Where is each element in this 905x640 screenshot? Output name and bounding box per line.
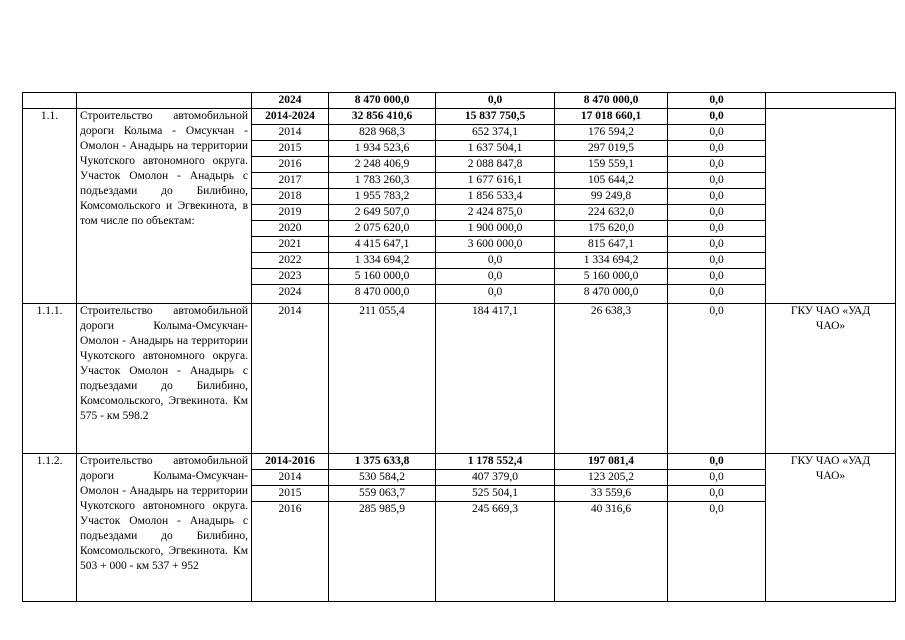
year-column (252, 304, 329, 454)
year-value: 2017 (252, 173, 328, 189)
federal-value: 1 856 533,4 (436, 189, 554, 205)
total-value: 530 584,2 (329, 470, 435, 486)
regional-value: 159 559,1 (555, 157, 667, 173)
federal-value: 1 178 552,4 (436, 454, 554, 470)
total-value: 1 375 633,8 (329, 454, 435, 470)
federal-value: 407 379,0 (436, 470, 554, 486)
executor-cell: ГКУ ЧАО «УАД ЧАО» (766, 454, 896, 602)
year-value: 2014 (252, 125, 328, 141)
local-value: 0,0 (668, 221, 765, 237)
item-code: 1.1.2. (23, 454, 77, 602)
regional-value: 40 316,6 (590, 503, 632, 515)
federal-column (436, 454, 555, 602)
total-value: 1 955 783,2 (329, 189, 435, 205)
total-value: 8 470 000,0 (354, 286, 410, 298)
year-value: 2014 (252, 470, 328, 486)
regional-value: 224 632,0 (555, 205, 667, 221)
name-cell (77, 93, 252, 109)
items-body (23, 109, 896, 602)
total-value: 2 649 507,0 (329, 205, 435, 221)
local-value: 0,0 (709, 503, 724, 515)
year-value: 2014 (278, 305, 302, 317)
federal-value: 245 669,3 (472, 503, 518, 515)
local-value: 0,0 (668, 173, 765, 189)
local-value: 0,0 (668, 470, 765, 486)
federal-value: 15 837 750,5 (436, 109, 554, 125)
local-column (668, 454, 766, 602)
year-column (252, 109, 329, 304)
year-value: 2024 (278, 286, 302, 298)
year-value: 2018 (252, 189, 328, 205)
regional-column (555, 109, 668, 304)
local-value: 0,0 (668, 486, 765, 502)
item-code: 1.1. (23, 109, 77, 304)
regional-value: 815 647,1 (555, 237, 667, 253)
year-value: 2016 (252, 157, 328, 173)
item-name: Строительство автомобильной дороги Колыма-Омсукчан-Омолон - Анадырь на территории Чукотского автономного округа. Участок Омолон - Анадырь с подъездами до Билибино, Комсомольского, Эгвекинота. Км 575 - км 598.2 (77, 304, 252, 454)
year-value: 2015 (252, 486, 328, 502)
table-row (23, 93, 896, 109)
total-value: 32 856 410,6 (329, 109, 435, 125)
total-value: 211 055,4 (359, 305, 405, 317)
local-value: 0,0 (668, 253, 765, 269)
year-value: 2016 (278, 503, 302, 515)
executor-cell (766, 109, 896, 304)
executor-cell: ГКУ ЧАО «УАД ЧАО» (766, 304, 896, 454)
year-value: 2021 (252, 237, 328, 253)
total-value: 285 985,9 (359, 503, 405, 515)
regional-column (555, 454, 668, 602)
item-code: 1.1.1. (23, 304, 77, 454)
total-value: 2 248 406,9 (329, 157, 435, 173)
local-value: 0,0 (668, 237, 765, 253)
total-value: 5 160 000,0 (329, 269, 435, 285)
local-column (668, 304, 766, 454)
regional-value: 33 559,6 (555, 486, 667, 502)
total-value: 4 415 647,1 (329, 237, 435, 253)
year-cell: 2024 (252, 93, 329, 109)
local-column (668, 109, 766, 304)
local-value: 0,0 (668, 109, 765, 125)
total-column (329, 109, 436, 304)
federal-value: 2 424 875,0 (436, 205, 554, 221)
regional-value: 99 249,8 (555, 189, 667, 205)
regional-value: 123 205,2 (555, 470, 667, 486)
code-cell (23, 93, 77, 109)
total-value: 1 334 694,2 (329, 253, 435, 269)
local-value: 0,0 (709, 286, 724, 298)
federal-value: 652 374,1 (436, 125, 554, 141)
regional-value: 5 160 000,0 (555, 269, 667, 285)
federal-value: 1 677 616,1 (436, 173, 554, 189)
total-value: 828 968,3 (329, 125, 435, 141)
federal-value: 1 900 000,0 (436, 221, 554, 237)
year-value: 2014-2024 (252, 109, 328, 125)
regional-value: 8 470 000,0 (583, 286, 639, 298)
local-value: 0,0 (668, 141, 765, 157)
regional-value: 197 081,4 (555, 454, 667, 470)
table-row (23, 109, 896, 304)
local-value: 0,0 (668, 157, 765, 173)
budget-table (22, 92, 896, 602)
executor-cell (766, 93, 896, 109)
regional-column (555, 304, 668, 454)
regional-value: 297 019,5 (555, 141, 667, 157)
regional-value: 175 620,0 (555, 221, 667, 237)
federal-value: 525 504,1 (436, 486, 554, 502)
regional-value: 26 638,3 (590, 305, 632, 317)
local-cell: 0,0 (668, 93, 766, 109)
federal-column (436, 304, 555, 454)
total-value: 1 934 523,6 (329, 141, 435, 157)
total-column (329, 304, 436, 454)
item-name: Строительство автомобильной дороги Колыма-Омсукчан-Омолон - Анадырь на территории Чукотского автономного округа. Участок Омолон - Анадырь с подъездами до Билибино, Комсомольского, Эгвекинота. Км 503 + 000 - км 537 + 952 (77, 454, 252, 602)
federal-column (436, 109, 555, 304)
table-row (23, 304, 896, 454)
local-value: 0,0 (668, 205, 765, 221)
year-value: 2023 (252, 269, 328, 285)
regional-value: 17 018 660,1 (555, 109, 667, 125)
federal-value: 2 088 847,8 (436, 157, 554, 173)
regional-value: 176 594,2 (555, 125, 667, 141)
federal-value: 0,0 (436, 269, 554, 285)
regional-cell: 8 470 000,0 (555, 93, 668, 109)
local-value: 0,0 (668, 454, 765, 470)
local-value: 0,0 (668, 269, 765, 285)
federal-value: 1 637 504,1 (436, 141, 554, 157)
regional-value: 105 644,2 (555, 173, 667, 189)
year-value: 2020 (252, 221, 328, 237)
federal-value: 0,0 (436, 253, 554, 269)
total-value: 2 075 620,0 (329, 221, 435, 237)
year-value: 2014-2016 (252, 454, 328, 470)
year-column (252, 454, 329, 602)
year-value: 2022 (252, 253, 328, 269)
table-row (23, 454, 896, 602)
local-value: 0,0 (709, 305, 724, 317)
federal-cell: 0,0 (436, 93, 555, 109)
regional-value: 1 334 694,2 (555, 253, 667, 269)
federal-value: 3 600 000,0 (436, 237, 554, 253)
year-value: 2015 (252, 141, 328, 157)
federal-value: 0,0 (487, 286, 503, 298)
year-value: 2019 (252, 205, 328, 221)
item-name: Строительство автомобильной дороги Колыма - Омсукчан - Омолон - Анадырь на территории Чукотского автономного округа. Участок Омолон - Анадырь с подъездами до Билибино, Комсомольского и Эгвекинота, в том числе по объектам: (77, 109, 252, 304)
local-value: 0,0 (668, 125, 765, 141)
total-column (329, 454, 436, 602)
total-cell: 8 470 000,0 (329, 93, 436, 109)
federal-value: 184 417,1 (472, 305, 518, 317)
local-value: 0,0 (668, 189, 765, 205)
total-value: 1 783 260,3 (329, 173, 435, 189)
total-value: 559 063,7 (329, 486, 435, 502)
